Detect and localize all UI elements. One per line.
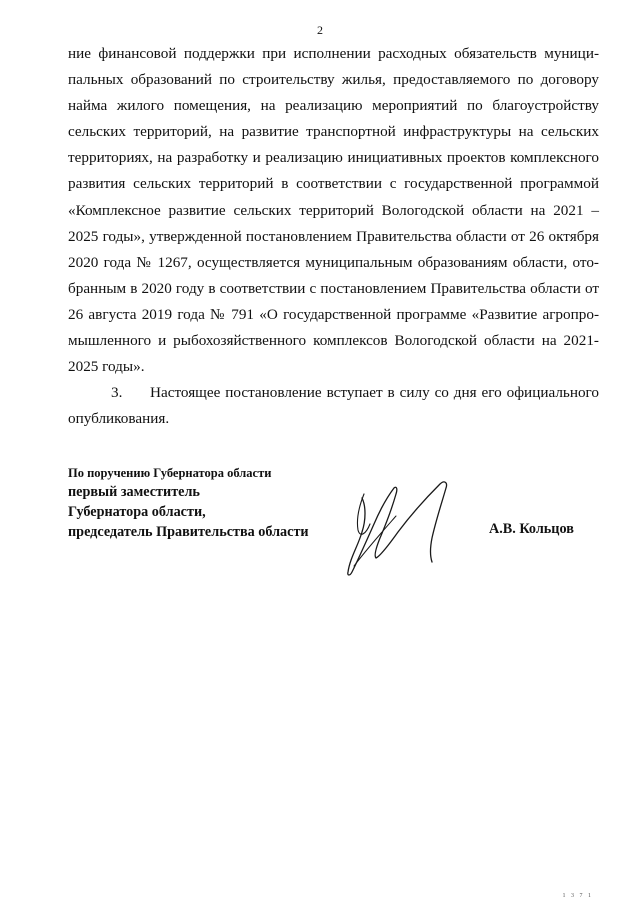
paragraph-2-line: бранным в 2020 году в соответствии с постановлением Правительства области от	[68, 279, 599, 297]
paragraph-2-line: «Комплексное развитие сельских территорий Вологодской области на 2021 –	[68, 201, 599, 219]
paragraph-2-line: территориях, на разработку и реализацию инициативных проектов комплексного	[68, 149, 599, 167]
paragraph-2-line: мышленного и рыбохозяйственного комплексов Вологодской области на 2021-	[68, 332, 599, 350]
page-number: 2	[317, 23, 323, 37]
paragraph-2-line: сельских территорий, на развитие транспортной инфраструктуры на сельских	[68, 123, 599, 141]
signatory-name: А.В. Кольцов	[489, 521, 574, 537]
position-line: председатель Правительства области	[68, 524, 309, 540]
paragraph-2-line: развития сельских территорий в соответствии с государственной программой	[68, 175, 599, 193]
paragraph-3-line: опубликования.	[68, 410, 170, 428]
paragraph-2-line: 2025 годы».	[68, 358, 145, 376]
paragraph-3-first-line	[68, 380, 599, 406]
signature-block	[68, 464, 309, 542]
handwritten-signature	[340, 476, 460, 580]
paragraph-2-line: 26 августа 2019 года № 791 «О государственной программе «Развитие агропро-	[68, 305, 599, 323]
on-behalf-line: По поручению Губернатора области	[68, 466, 272, 480]
position-line: первый заместитель	[68, 484, 200, 500]
paragraph-3-number: 3.	[111, 384, 123, 402]
paragraph-2-line: пальных образований по строительству жилья, предоставляемого по договору	[68, 71, 599, 89]
paragraph-2-line: 2020 года № 1267, осуществляется муниципальным образованиям области, ото-	[68, 253, 599, 271]
paragraph-3-text: Настоящее постановление вступает в силу со дня его официального	[150, 384, 599, 402]
footer-mark: 1 3 7 1	[562, 893, 593, 899]
position-line: Губернатора области,	[68, 504, 206, 520]
paragraph-2-line: найма жилого помещения, на реализацию мероприятий по благоустройству	[68, 97, 599, 115]
paragraph-2-line: ние финансовой поддержки при исполнении расходных обязательств муници-	[68, 45, 599, 62]
paragraph-2-line: 2025 годы», утвержденной постановлением Правительства области от 26 октября	[68, 227, 599, 245]
document-body	[68, 41, 599, 432]
